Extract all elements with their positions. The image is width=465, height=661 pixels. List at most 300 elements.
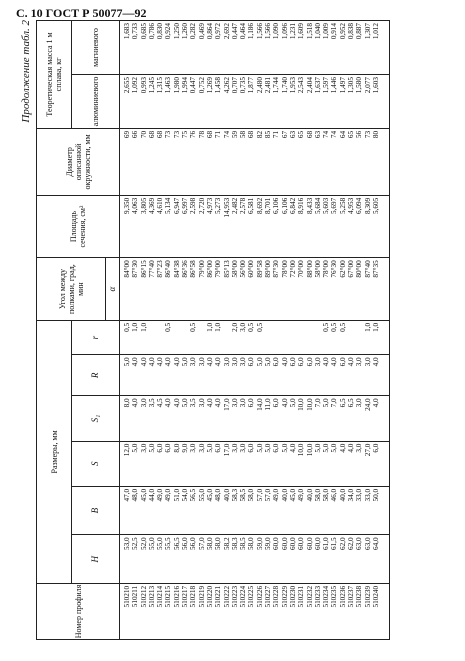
table-cell-B: 55,0 [197, 488, 206, 502]
table-cell-H: 55,0 [147, 537, 156, 550]
table-cell-al: 1,305 [347, 77, 356, 94]
column-magnesium-mass [120, 21, 390, 75]
table-cell-S1: 4,5 [156, 398, 165, 408]
table-cell-profile: 510210 [123, 585, 131, 608]
table-cell-al: 2,655 [123, 77, 131, 94]
table-cell-profile: 510215 [164, 585, 173, 608]
table-cell-mg: 1,012 [371, 23, 380, 40]
table-cell-r: 0,5 [189, 322, 198, 332]
table-cell-angle: 87°30 [131, 260, 140, 278]
table-cell-diameter: 66 [131, 130, 140, 139]
table-cell-angle: 86°00 [205, 260, 214, 278]
table-cell-angle: 84°38 [172, 260, 181, 278]
table-cell-diameter: 80 [371, 130, 380, 139]
table-cell-S: 3,0 [197, 443, 206, 453]
table-cell-al: 1,269 [205, 77, 214, 94]
table-cell-R: 3,0 [313, 357, 322, 367]
table-cell-area: 2,578 [239, 197, 248, 214]
table-cell-r: 1,0 [131, 322, 140, 332]
table-cell-area: 4,063 [131, 197, 140, 214]
table-cell-diameter: 63 [313, 130, 322, 139]
table-cell-S1: 11,0 [264, 398, 273, 411]
table-cell-S: 3,0 [189, 443, 198, 453]
table-cell-mg: 1,096 [280, 23, 289, 40]
table-cell-diameter: 65 [297, 130, 306, 139]
table-cell-r: 0,5 [255, 322, 264, 332]
table-cell-mg: 1,683 [123, 23, 131, 40]
table-cell-diameter: 74 [322, 130, 331, 139]
table-cell-B: 45,0 [139, 488, 148, 502]
table-cell-profile: 510236 [338, 585, 347, 608]
table-cell-mg: 1,609 [297, 23, 306, 40]
table-cell-mg: 1,231 [288, 23, 297, 40]
table-cell-S: 3,0 [139, 443, 148, 453]
table-cell-angle: 86°58 [189, 260, 198, 278]
table-cell-al: 2,404 [305, 77, 314, 94]
table-cell-angle: 67°00 [347, 260, 356, 278]
table-cell-al: 1,637 [313, 77, 322, 94]
table-cell-al: 1,497 [338, 77, 347, 94]
table-cell-S: 10,0 [297, 443, 306, 457]
table-cell-R: 3,0 [363, 357, 372, 367]
table-cell-angle: 84°00 [123, 260, 131, 278]
table-cell-R: 4,0 [347, 357, 356, 367]
table-cell-B: 58,5 [239, 488, 248, 502]
table-cell-R: 6,0 [272, 357, 281, 367]
table-cell-area: 5,605 [371, 197, 380, 214]
table-cell-H: 60,0 [297, 537, 306, 550]
table-cell-R: 4,0 [214, 357, 223, 367]
table-cell-mg: 0,952 [338, 23, 347, 40]
column-aluminum-mass [120, 75, 390, 129]
table-cell-H: 52,0 [139, 537, 148, 550]
header-mass: Теоретическая масса 1 м сплава, кг [37, 21, 72, 129]
table-cell-area: 8,433 [305, 197, 314, 214]
table-cell-B: 56,5 [189, 488, 198, 502]
table-cell-S: 8,0 [172, 443, 181, 453]
table-cell-mg: 1,009 [322, 23, 331, 40]
header-R: R [72, 355, 120, 396]
table-cell-H: 64,0 [371, 537, 380, 550]
table-cell-r: 0,5 [247, 322, 256, 332]
table-cell-r: 1,0 [214, 322, 223, 332]
table-cell-R: 4,0 [139, 357, 148, 367]
table-cell-diameter: 82 [255, 130, 264, 139]
table-cell-profile: 510226 [255, 585, 264, 608]
table-cell-R: 5,0 [255, 357, 264, 367]
column-H [120, 535, 390, 584]
table-cell-S: 3,0 [230, 443, 239, 453]
table-cell-al: 1,458 [214, 77, 223, 94]
table-cell-B: 44,0 [147, 488, 156, 502]
table-cell-al: 1,877 [247, 77, 256, 94]
header-r: r [72, 320, 120, 355]
table-cell-profile: 510212 [139, 585, 148, 608]
table-cell-R: 3,0 [355, 357, 364, 367]
header-aluminum: алюминиевого [72, 75, 120, 129]
table-cell-area: 5,603 [322, 197, 331, 214]
table-cell-diameter: 68 [156, 130, 165, 139]
table-cell-area: 6,106 [280, 197, 289, 214]
table-cell-angle: 87°23 [156, 260, 165, 278]
table-cell-R: 6,0 [247, 357, 256, 367]
table-cell-S1: 3,0 [139, 398, 148, 408]
table-cell-al: 1,994 [181, 77, 190, 94]
table-cell-R: 6,0 [338, 357, 347, 367]
table-cell-al: 1,092 [131, 77, 140, 94]
table-cell-B: 40,0 [338, 488, 347, 502]
table-cell-angle: 78°00 [280, 260, 289, 278]
table-cell-diameter: 68 [147, 130, 156, 139]
table-cell-angle: 86°15 [139, 260, 148, 278]
table-cell-diameter: 78 [197, 130, 206, 139]
table-cell-B: 49,0 [297, 488, 306, 502]
table-cell-r [281, 323, 289, 353]
table-cell-al: 1,446 [330, 77, 339, 94]
table-cell-H: 62,0 [338, 537, 347, 550]
header-diameter: Диаметр описанной окружности, мм [37, 128, 120, 195]
table-cell-angle: 58°00 [313, 260, 322, 278]
table-cell-r [181, 323, 189, 353]
table-cell-S1: 3,0 [197, 398, 206, 408]
table-cell-S1: 17,0 [222, 398, 231, 411]
table-cell-r: 0,5 [164, 322, 173, 332]
table-cell-S: 5,0 [147, 443, 156, 453]
table-cell-area: 2,598 [189, 197, 198, 214]
header-angle: Угол между полками, град, мин [37, 258, 106, 321]
table-cell-R: 3,0 [230, 357, 239, 367]
table-cell-diameter: 73 [164, 130, 173, 139]
header-magnesium: магниевого [72, 21, 120, 75]
table-cell-S1: 4,0 [214, 398, 223, 408]
table-cell-H: 60,0 [272, 537, 281, 550]
table-cell-S1: 10,0 [305, 398, 314, 411]
table-cell-angle: 87°30 [272, 260, 281, 278]
table-cell-area: 5,684 [313, 197, 322, 214]
table-cell-S1: 24,0 [363, 398, 372, 411]
table-cell-angle: 79°00 [214, 260, 223, 278]
table-cell-B: 57,0 [264, 488, 273, 502]
table-cell-al: 1,740 [280, 77, 289, 94]
table-cell-R: 3,0 [197, 357, 206, 367]
table-cell-B: 49,0 [272, 488, 281, 502]
table-cell-diameter: 65 [347, 130, 356, 139]
table-cell-area: 5,134 [164, 197, 173, 214]
table-cell-profile: 510223 [230, 585, 239, 608]
table-cell-diameter: 68 [205, 130, 214, 139]
table-cell-S1: 4,0 [371, 398, 380, 408]
table-cell-area: 6,947 [172, 197, 181, 214]
table-cell-diameter: 73 [172, 130, 181, 139]
table-cell-diameter: 71 [272, 130, 281, 139]
table-cell-al: 1,953 [288, 77, 297, 94]
table-cell-S: 5,0 [131, 443, 140, 453]
table-cell-H: 56,0 [189, 537, 198, 550]
table-cell-angle: 62°00 [338, 260, 347, 278]
table-cell-S: 6,0 [247, 443, 256, 453]
table-cell-H: 56,5 [172, 537, 181, 550]
table-cell-r [289, 323, 297, 353]
table-cell-angle: 87°40 [363, 260, 372, 278]
table-cell-R: 3,0 [222, 357, 231, 367]
table-cell-mg: 0,786 [147, 23, 156, 40]
table-cell-profile: 510239 [363, 585, 372, 608]
table-cell-S: 4,0 [347, 443, 356, 453]
table-cell-H: 58,0 [214, 537, 223, 550]
table-continuation-caption: Продолжение табл. 2 [20, 20, 32, 123]
table-cell-mg: 0,887 [355, 23, 364, 40]
table-cell-r [156, 323, 164, 353]
table-cell-r: 0,5 [330, 322, 339, 332]
table-cell-B: 33,0 [363, 488, 372, 502]
table-cell-H: 60,0 [305, 537, 314, 550]
table-cell-r [223, 323, 231, 353]
table-cell-S1: 3,0 [239, 398, 248, 408]
table-cell-mg: 0,972 [214, 23, 223, 40]
table-cell-al: 2,543 [297, 77, 306, 94]
table-cell-S: 6,0 [164, 443, 173, 453]
table-cell-r [264, 323, 272, 353]
table-cell-area: 4,953 [347, 197, 356, 214]
table-cell-B: 48,0 [214, 488, 223, 502]
table-cell-area: 6,106 [272, 197, 281, 214]
table-cell-area: 5,273 [214, 197, 223, 214]
table-cell-al: 0,752 [197, 77, 206, 94]
table-cell-B: 46,0 [330, 488, 339, 502]
column-area [120, 195, 390, 258]
table-cell-B: 45,0 [288, 488, 297, 502]
table-cell-r: 2,0 [230, 322, 239, 332]
table-cell-angle: 89°58 [255, 260, 264, 278]
table-cell-r: 0,5 [123, 322, 131, 332]
table-cell-angle: 76°30 [330, 260, 339, 278]
table-cell-diameter: 67 [280, 130, 289, 139]
table-cell-R: 4,0 [280, 357, 289, 367]
table-cell-mg: 1,260 [181, 23, 190, 40]
table-cell-al: 1,603 [371, 77, 380, 94]
table-cell-r [347, 323, 355, 353]
table-cell-H: 61,5 [330, 537, 339, 550]
table-cell-mg: 0,838 [347, 23, 356, 40]
column-angle [120, 258, 390, 321]
table-cell-R: 5,0 [123, 357, 131, 367]
table-cell-profile: 510219 [197, 585, 206, 608]
table-cell-R: 4,0 [147, 357, 156, 367]
table-cell-S: 5,0 [313, 443, 322, 453]
table-cell-area: 14,953 [222, 197, 231, 218]
table-cell-S1: 3,0 [230, 398, 239, 408]
table-cell-mg: 0,282 [189, 23, 198, 40]
page-header: С. 10 ГОСТ Р 50077—92 [16, 6, 147, 20]
table-cell-diameter: 63 [288, 130, 297, 139]
table-cell-al: 0,707 [230, 77, 239, 94]
table-cell-R: 4,0 [371, 357, 380, 367]
table-cell-profile: 510237 [347, 585, 356, 608]
table-cell-S1: 6,0 [247, 398, 256, 408]
table-cell-area: 3,805 [139, 197, 148, 214]
table-cell-R: 4,0 [172, 357, 181, 367]
table-cell-S1: 6,0 [272, 398, 281, 408]
table-cell-area: 6,842 [288, 197, 297, 214]
header-area: Площадь сечения, см² [37, 195, 120, 258]
table-cell-diameter: 58 [239, 130, 248, 139]
table-cell-mg: 0,914 [330, 23, 339, 40]
table-cell-H: 55,5 [164, 537, 173, 550]
table-cell-R: 5,0 [181, 357, 190, 367]
table-cell-B: 58,0 [313, 488, 322, 502]
table-cell-mg: 0,685 [139, 23, 148, 40]
table-cell-R: 3,0 [239, 357, 248, 367]
header-S1: S₁ [72, 396, 120, 441]
table-cell-al: 2,480 [255, 77, 264, 94]
table-cell-S: 5,0 [280, 443, 289, 453]
column-r [120, 320, 390, 355]
table-cell-area: 4,610 [156, 197, 165, 214]
table-cell-area: 4,369 [147, 197, 156, 214]
table-cell-S: 5,0 [322, 443, 331, 453]
table-cell-mg: 0,447 [230, 23, 239, 40]
table-cell-S: 10,0 [305, 443, 314, 457]
table-cell-diameter: 73 [363, 130, 372, 139]
table-cell-H: 58,0 [205, 537, 214, 550]
table-cell-r [173, 323, 181, 353]
table-cell-H: 56,0 [181, 537, 190, 550]
table-cell-area: 9,350 [123, 197, 131, 214]
table-cell-mg: 0,864 [205, 23, 214, 40]
table-cell-profile: 510230 [288, 585, 297, 608]
table-cell-S: 5,0 [330, 443, 339, 453]
table-cell-al: 1,597 [322, 77, 331, 94]
table-cell-al: 1,463 [164, 77, 173, 94]
table-cell-al: 1,245 [147, 77, 156, 94]
table-cell-S: 12,0 [123, 443, 131, 457]
table-cell-S1: 4,0 [131, 398, 140, 408]
table-cell-r: 3,0 [239, 322, 248, 332]
table-cell-al: 1,744 [272, 77, 281, 94]
table-cell-angle: 60°00 [247, 260, 256, 278]
table-cell-r [314, 323, 322, 353]
table-cell-S1: 6,5 [347, 398, 356, 408]
table-cell-profile: 510232 [305, 585, 314, 608]
table-cell-angle: 86°40 [164, 260, 173, 278]
table-cell-al: 2,077 [363, 77, 372, 94]
table-cell-r [272, 323, 280, 353]
table-cell-H: 61,0 [322, 537, 331, 550]
table-cell-H: 60,0 [280, 537, 289, 550]
table-cell-profile: 510234 [322, 585, 331, 608]
table-cell-angle: 56°00 [239, 260, 248, 278]
table-cell-B: 40,0 [305, 488, 314, 502]
table-cell-H: 55,0 [156, 537, 165, 550]
table-cell-S: 6,0 [156, 443, 165, 453]
table-cell-al: 1,315 [156, 77, 165, 94]
table-cell-mg: 1,250 [172, 23, 181, 40]
table-cell-H: 58,3 [230, 537, 239, 550]
table-cell-S1: 8,0 [123, 398, 131, 408]
table-cell-area: 6,094 [355, 197, 364, 214]
table-cell-profile: 510222 [222, 585, 231, 608]
table-cell-S: 3,0 [355, 443, 364, 453]
table-cell-area: 8,701 [264, 197, 273, 214]
header-alpha: α [106, 258, 120, 321]
table-cell-profile: 510238 [355, 585, 364, 608]
table-cell-B: 40,0 [280, 488, 289, 502]
table-cell-angle: 89°00 [264, 260, 273, 278]
table-cell-area: 4,973 [205, 197, 214, 214]
table-cell-r: 1,0 [205, 322, 214, 332]
table-cell-profile: 510217 [181, 585, 190, 608]
table-cell-H: 58,2 [222, 537, 231, 550]
table-cell-S: 6,0 [214, 443, 223, 453]
table-cell-profile: 510211 [131, 585, 140, 608]
table-cell-S1: 5,0 [288, 398, 297, 408]
table-cell-H: 63,0 [363, 537, 372, 550]
table-cell-al: 1,980 [172, 77, 181, 94]
table-cell-S: 5,0 [205, 443, 214, 453]
table-cell-profile: 510225 [247, 585, 256, 608]
table-cell-profile: 510218 [189, 585, 198, 608]
header-profile: Номер профиля [37, 583, 120, 639]
table-cell-B: 58,0 [322, 488, 331, 502]
table-cell-S: 27,0 [363, 443, 372, 457]
table-cell-S1: 14,0 [255, 398, 264, 411]
table-cell-S1: 4,0 [205, 398, 214, 408]
table-cell-diameter: 64 [338, 130, 347, 139]
table-cell-diameter: 56 [355, 130, 364, 139]
table-cell-angle: 78°00 [322, 260, 331, 278]
table-cell-S1: 4,0 [164, 398, 173, 408]
table-cell-profile: 510220 [205, 585, 214, 608]
table-cell-S: 6,0 [371, 443, 380, 453]
table-cell-B: 49,0 [164, 488, 173, 502]
table-cell-diameter: 85 [264, 130, 273, 139]
header-B: B [72, 486, 120, 535]
table-cell-H: 63,0 [355, 537, 364, 550]
table-cell-angle: 70°00 [297, 260, 306, 278]
table-cell-diameter: 75 [181, 130, 190, 139]
table-cell-al: 0,447 [189, 77, 198, 94]
table-cell-mg: 2,692 [222, 23, 231, 40]
table-cell-R: 4,0 [131, 357, 140, 367]
table-cell-H: 58,5 [239, 537, 248, 550]
table-cell-profile: 510233 [313, 585, 322, 608]
table-cell-profile: 510213 [147, 585, 156, 608]
table-cell-r [148, 323, 156, 353]
table-cell-area: 5,258 [338, 197, 347, 214]
table-cell-B: 34,0 [347, 488, 356, 502]
table-cell-angle: 80°00 [355, 260, 364, 278]
table-cell-r [198, 323, 206, 353]
column-diameter [120, 128, 390, 195]
table-cell-diameter: 74 [222, 130, 231, 139]
table-cell-H: 57,0 [197, 537, 206, 550]
table-cell-al: 0,735 [239, 77, 248, 94]
table-cell-S: 5,0 [255, 443, 264, 453]
table-cell-S: 4,0 [288, 443, 297, 453]
table-cell-S: 17,0 [222, 443, 231, 457]
table-cell-profile: 510229 [280, 585, 289, 608]
table-cell-r: 0,5 [322, 322, 331, 332]
table-cell-profile: 510221 [214, 585, 223, 608]
table-cell-diameter: 59 [230, 130, 239, 139]
table-cell-diameter: 68 [305, 130, 314, 139]
table-cell-H: 53,0 [123, 537, 131, 550]
table-cell-S: 6,0 [272, 443, 281, 453]
table-cell-r: 0,5 [338, 322, 347, 332]
table-cell-angle: 85°13 [222, 260, 231, 278]
table-cell-al: 1,580 [355, 77, 364, 94]
table-cell-r [355, 323, 363, 353]
